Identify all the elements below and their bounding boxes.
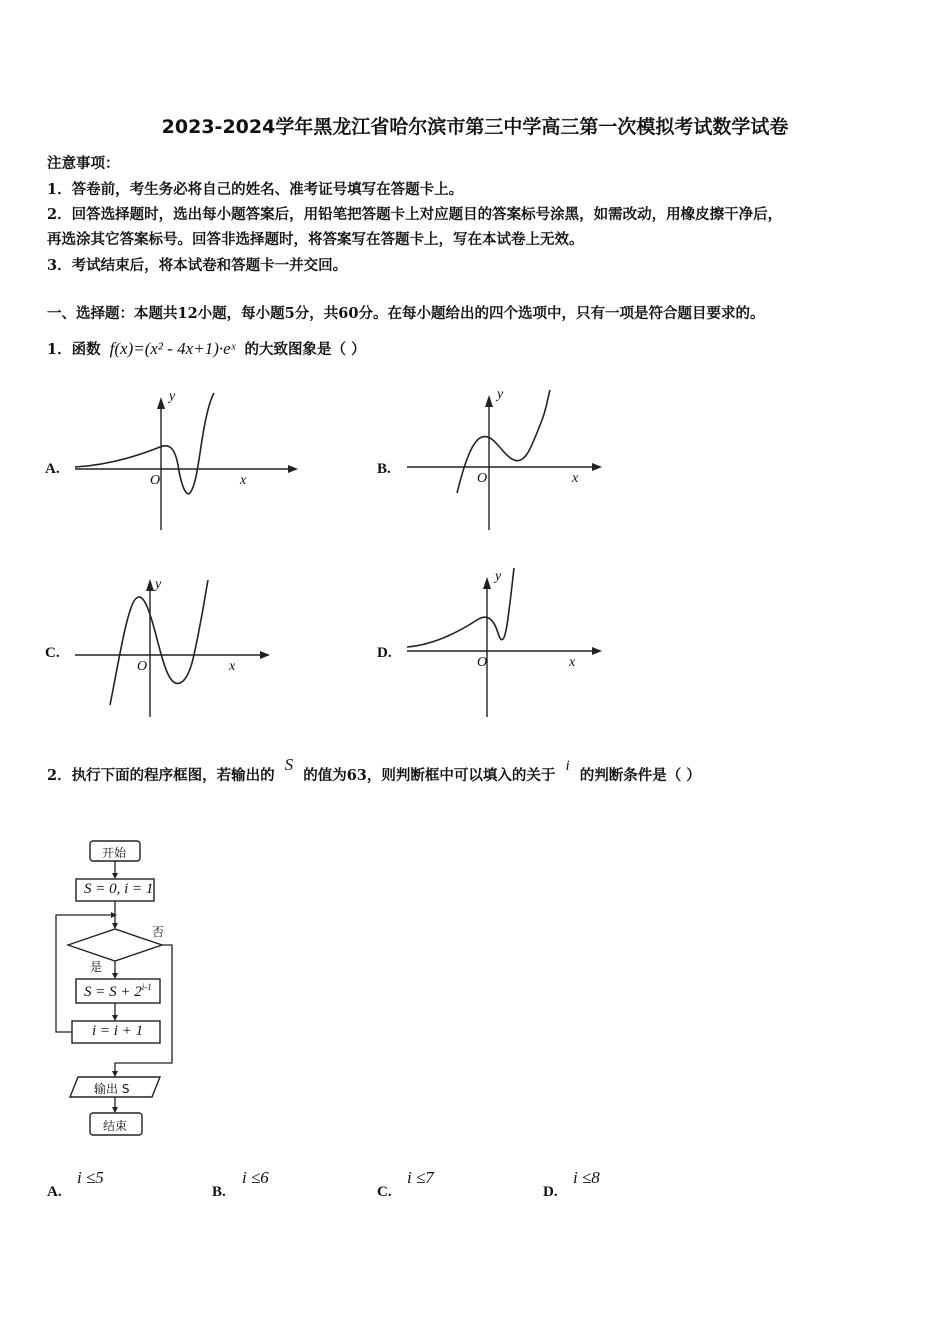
curve [75, 393, 214, 494]
q1-suffix: 的大致图象是（ ） [244, 341, 366, 358]
flow-update-i: i = i + 1 [92, 1023, 144, 1039]
graph-c [70, 575, 300, 725]
q2-suffix: 的判断条件是（ ） [579, 767, 701, 784]
x-label: x [572, 471, 579, 486]
q2-var-i: i [565, 758, 570, 774]
graph-b [402, 385, 632, 535]
q2-var-s: S [284, 755, 294, 774]
q1-prefix: 1．函数 [47, 341, 101, 358]
notice-item-2b: 再选涂其它答案标号。回答非选择题时，将答案写在答题卡上，写在本试卷上无效。 [47, 231, 584, 248]
origin-label: O [477, 655, 488, 670]
option-label: C. [45, 645, 60, 661]
flow-end: 结束 [103, 1119, 128, 1133]
flowchart [50, 835, 200, 1145]
y-axis-arrow [157, 397, 165, 409]
y-label: y [495, 569, 502, 584]
q2-prefix: 2．执行下面的程序框图，若输出的 [47, 767, 275, 784]
page-title: 2023-2024学年黑龙江省哈尔滨市第三中学高三第一次模拟考试数学试卷 [161, 116, 789, 138]
flow-init: S = 0, i = 1 [84, 881, 154, 897]
q2-middle: 的值为63，则判断框中可以填入的关于 [303, 767, 556, 784]
x-label: x [240, 473, 247, 488]
flow-output: 输出 S [94, 1082, 130, 1096]
curve [110, 580, 208, 705]
q1-formula: f(x)=(x² - 4x+1)·eˣ [109, 339, 236, 358]
x-axis-arrow [592, 463, 602, 471]
option-label: C. [377, 1184, 392, 1200]
notice-heading: 注意事项： [47, 155, 120, 172]
y-axis-arrow [146, 579, 154, 591]
q2-option-b[interactable] [212, 1168, 332, 1204]
option-value: i ≤7 [407, 1168, 434, 1187]
graph-a [70, 385, 300, 535]
q2-option-d[interactable] [543, 1168, 663, 1204]
notice-item-3: 3．考试结束后，将本试卷和答题卡一并交回。 [47, 257, 348, 274]
x-axis-arrow [288, 465, 298, 473]
q2-option-a[interactable] [47, 1168, 167, 1204]
option-label: D. [377, 645, 392, 661]
question-1 [47, 338, 366, 359]
notice-item-2a: 2．回答选择题时，选出每小题答案后，用铅笔把答题卡上对应题目的答案标号涂黑，如需改动，用橡皮擦干净后， [47, 206, 783, 223]
q2-option-c[interactable] [377, 1168, 497, 1204]
x-label: x [569, 655, 576, 670]
option-label: B. [212, 1184, 226, 1200]
flow-no: 否 [152, 925, 165, 939]
origin-label: O [477, 471, 488, 486]
flow-start: 开始 [102, 846, 127, 860]
x-axis-arrow [592, 647, 602, 655]
y-label: y [169, 389, 176, 404]
option-value: i ≤5 [77, 1168, 104, 1187]
option-label: B. [377, 461, 391, 477]
y-axis-arrow [483, 577, 491, 589]
section-heading: 一、选择题：本题共12小题，每小题5分，共60分。在每小题给出的四个选项中，只有一项是符合题目要求的。 [47, 305, 765, 322]
question-2 [47, 755, 701, 785]
y-label: y [497, 387, 504, 402]
y-label: y [155, 577, 162, 592]
x-axis-arrow [260, 651, 270, 659]
curve [457, 390, 550, 493]
x-label: x [229, 659, 236, 674]
option-value: i ≤6 [242, 1168, 269, 1187]
origin-label: O [137, 659, 148, 674]
option-value: i ≤8 [573, 1168, 600, 1187]
flow-update-s: $S = S + 2^{i-1}$ [84, 982, 152, 1000]
option-label: A. [45, 461, 60, 477]
notice-item-1: 1．答卷前，考生务必将自己的姓名、准考证号填写在答题卡上。 [47, 181, 464, 198]
origin-label: O [150, 473, 161, 488]
y-axis-arrow [485, 395, 493, 407]
graph-d [402, 565, 632, 720]
option-label: A. [47, 1184, 62, 1200]
option-label: D. [543, 1184, 558, 1200]
flow-yes: 是 [90, 960, 103, 974]
